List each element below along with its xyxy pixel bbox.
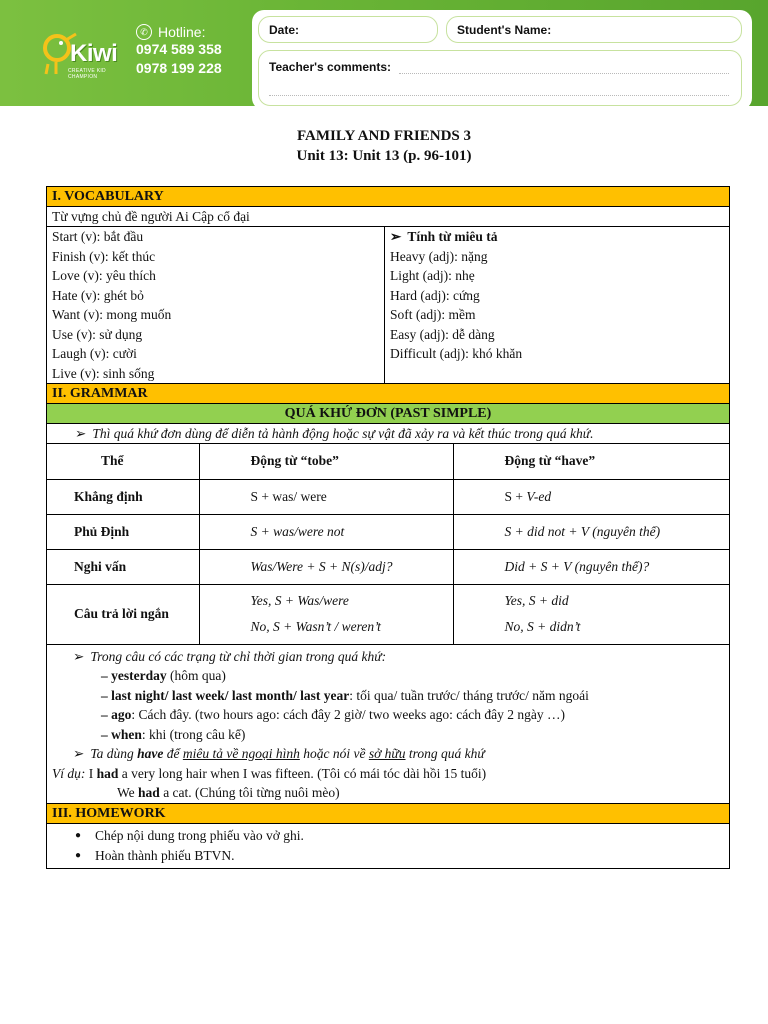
- adjective-item: Easy (adj): dễ dàng: [390, 326, 495, 342]
- bullet-icon: ●: [75, 849, 82, 861]
- vocabulary-topic: Từ vựng chủ đề người Ai Cập cổ đại: [47, 207, 729, 227]
- vocabulary-grid: [47, 227, 729, 384]
- time-adverbs-intro: [73, 647, 729, 667]
- list-item: [75, 846, 729, 866]
- teacher-comments-field[interactable]: [258, 50, 742, 106]
- example-verb: had: [138, 785, 160, 800]
- adjective-item: Soft (adj): mềm: [390, 307, 476, 322]
- lesson-table: [46, 186, 730, 869]
- verb-item: Laugh (v): cười: [52, 346, 137, 361]
- verb-item: Finish (v): kết thúc: [52, 248, 156, 264]
- time-adverbs-intro-text: Trong câu có các trạng từ chỉ thời gian trong quá khứ:: [90, 648, 387, 664]
- arrow-bullet-icon: ➢: [73, 648, 85, 664]
- example-verb: had: [96, 765, 119, 781]
- adverb-term: – yesterday: [101, 668, 167, 683]
- have-affirmative: [453, 479, 729, 514]
- tobe-negative: S + was/were not: [199, 514, 453, 549]
- homework-item-text: Chép nội dung trong phiếu vào vở ghi.: [95, 827, 304, 843]
- phone-icon: ✆: [136, 24, 152, 40]
- vocabulary-heading: I. VOCABULARY: [47, 187, 729, 207]
- note-underline: sở hữu: [368, 746, 406, 761]
- grammar-definition: [47, 424, 729, 444]
- hotline-block: [136, 24, 222, 78]
- table-row: [47, 549, 729, 584]
- tobe-affirmative: S + was/ were: [199, 479, 453, 514]
- date-label: Date:: [269, 23, 300, 37]
- student-name-field[interactable]: [446, 16, 742, 43]
- have-question: Did + S + V (nguyên thể)?: [453, 549, 729, 584]
- note-underline: miêu tả về ngoại hình: [182, 746, 300, 761]
- have-affirmative-verb: V-ed: [526, 488, 552, 504]
- homework-item-text: Hoàn thành phiếu BTVN.: [95, 847, 235, 863]
- grammar-heading: II. GRAMMAR: [47, 384, 729, 404]
- tobe-question: Was/Were + S + N(s)/adj?: [199, 549, 453, 584]
- note-keyword: have: [137, 746, 164, 761]
- table-row: [47, 584, 729, 644]
- time-adverb-item: [73, 686, 729, 706]
- adverb-term: – when: [101, 726, 142, 742]
- homework-heading: III. HOMEWORK: [47, 804, 729, 824]
- logo-text: Kiwi: [70, 40, 118, 67]
- example-text: a very long hair when I was fifteen. (Tôi có mái tóc dài hồi 15 tuổi): [118, 765, 487, 781]
- grammar-subheading: QUÁ KHỨ ĐƠN (PAST SIMPLE): [47, 404, 729, 424]
- verb-item: Start (v): bắt đầu: [52, 229, 144, 244]
- adjective-item: Light (adj): nhẹ: [390, 268, 475, 283]
- comment-line: [269, 95, 729, 96]
- example-2: [73, 783, 729, 803]
- example-text: a cat. (Chúng tôi từng nuôi mèo): [159, 785, 340, 800]
- comment-line: [399, 73, 729, 74]
- adjective-item: Hard (adj): cứng: [390, 287, 480, 303]
- note-text: trong quá khứ: [405, 746, 485, 761]
- tobe-short-answer: [199, 584, 453, 644]
- adverb-meaning: : khi (trong câu kể): [141, 726, 246, 742]
- tobe-yes: Yes, S + Was/were: [250, 593, 349, 608]
- hotline-label: Hotline:: [158, 24, 206, 40]
- table-row: [47, 514, 729, 549]
- verb-item: Live (v): sinh sống: [52, 365, 155, 381]
- page-title: FAMILY AND FRIENDS 3: [296, 128, 472, 144]
- bullet-icon: ●: [75, 829, 82, 841]
- arrow-bullet-icon: ➢: [73, 746, 85, 761]
- adverb-meaning: : tối qua/ tuần trước/ tháng trước/ năm ngoái: [349, 687, 589, 703]
- have-affirmative-prefix: S +: [504, 488, 527, 504]
- verb-list: [47, 227, 385, 383]
- header-form: Thể: [47, 444, 199, 479]
- header-banner: [0, 0, 768, 112]
- homework-list: [47, 824, 729, 868]
- time-adverb-item: [73, 725, 729, 745]
- adverb-term: – last night/ last week/ last month/ last year: [101, 687, 350, 703]
- form-short-answer: Câu trả lời ngắn: [47, 584, 199, 644]
- list-item: [75, 826, 729, 846]
- kiwi-logo: [40, 26, 128, 78]
- time-adverb-item: [73, 705, 729, 725]
- have-negative: S + did not + V (nguyên thể): [453, 514, 729, 549]
- example-text: I: [85, 765, 97, 781]
- grammar-table-header: [47, 444, 729, 479]
- adjective-item: Heavy (adj): nặng: [390, 248, 488, 264]
- have-usage-note: [73, 744, 729, 764]
- example-text: We: [117, 785, 139, 800]
- have-yes: Yes, S + did: [504, 593, 569, 608]
- hotline-phone-2[interactable]: 0978 199 228: [136, 60, 222, 76]
- hotline-phone-1[interactable]: 0974 589 358: [136, 41, 222, 57]
- table-row: [47, 479, 729, 514]
- grammar-notes: [47, 645, 729, 804]
- verb-item: Hate (v): ghét bỏ: [52, 287, 144, 303]
- note-text: hoặc nói về: [299, 746, 369, 761]
- arrow-bullet-icon: ➢: [75, 426, 87, 441]
- adjective-item: Difficult (adj): khó khăn: [390, 346, 523, 361]
- adjective-heading: [390, 227, 729, 247]
- logo-tagline: CREATIVE KID CHAMPION: [68, 68, 106, 80]
- verb-item: Love (v): yêu thích: [52, 268, 156, 283]
- adjective-list: [385, 227, 729, 383]
- adjective-heading-text: Tính từ miêu tả: [407, 229, 498, 244]
- note-text: Ta dùng: [90, 746, 138, 761]
- note-text: để: [163, 746, 183, 761]
- example-1: [52, 764, 729, 784]
- time-adverb-item: [73, 666, 729, 686]
- grammar-definition-text: Thì quá khứ đơn dùng để diễn tả hành động hoặc sự vật đã xảy ra và kết thúc trong quá khứ.: [92, 426, 594, 441]
- form-affirmative: Khẳng định: [47, 479, 199, 514]
- teacher-comments-label: Teacher's comments:: [269, 60, 392, 74]
- unit-subtitle: Unit 13: Unit 13 (p. 96-101): [296, 148, 472, 164]
- arrow-bullet-icon: ➢: [390, 229, 402, 244]
- form-question: Nghi vấn: [47, 549, 199, 584]
- date-field[interactable]: [258, 16, 438, 43]
- have-short-answer: [453, 584, 729, 644]
- adverb-term: – ago: [101, 707, 132, 722]
- student-name-label: Student's Name:: [457, 23, 552, 37]
- adverb-meaning: (hôm qua): [166, 668, 226, 683]
- form-negative: Phủ Định: [47, 514, 199, 549]
- verb-item: Use (v): sử dụng: [52, 326, 143, 342]
- example-label: Ví dụ:: [52, 765, 86, 781]
- header-tobe: Động từ “tobe”: [199, 444, 453, 479]
- have-no: No, S + didn’t: [504, 619, 581, 634]
- verb-item: Want (v): mong muốn: [52, 307, 172, 322]
- grammar-table: [47, 444, 729, 645]
- tobe-no: No, S + Wasn’t / weren’t: [250, 619, 381, 634]
- header-have: Động từ “have”: [453, 444, 729, 479]
- adverb-meaning: : Cách đây. (two hours ago: cách đây 2 giờ/ two weeks ago: cách đây 2 ngày …): [131, 707, 566, 722]
